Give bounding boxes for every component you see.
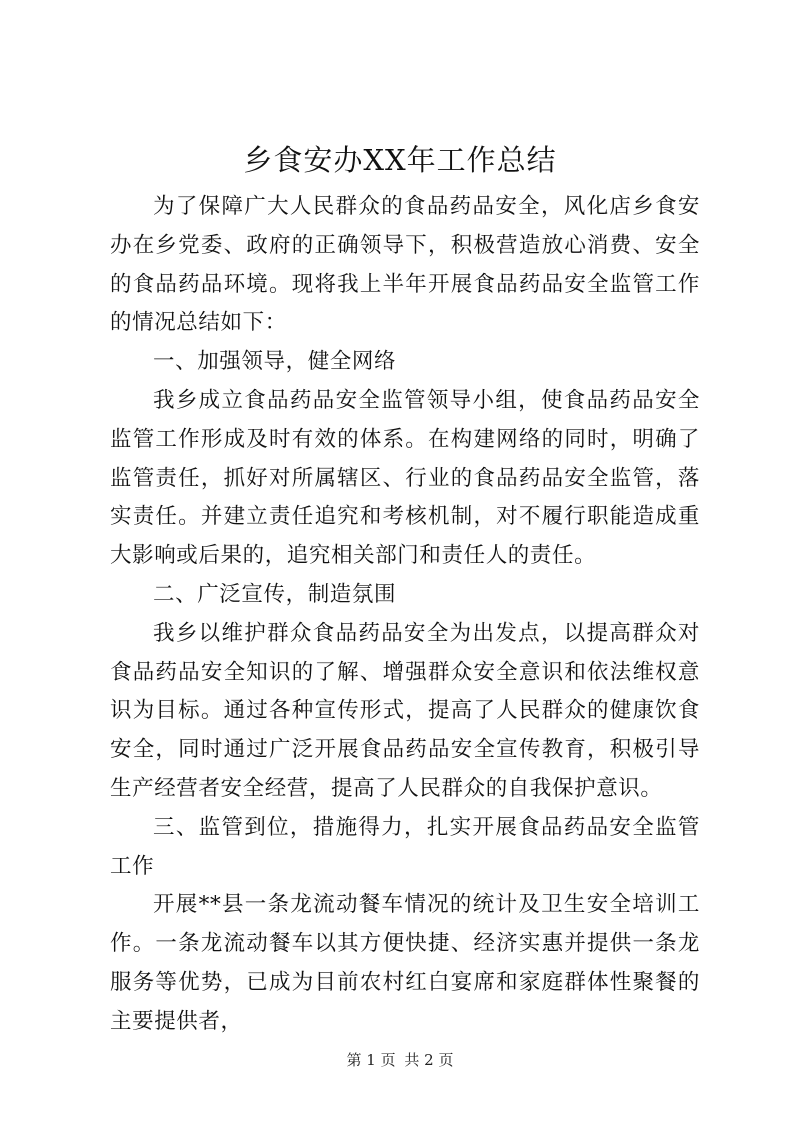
paragraph-section-1: 我乡成立食品药品安全监管领导小组，使食品药品安全监管工作形成及时有效的体系。在构建网络的同时，明确了监管责任，抓好对所属辖区、行业的食品药品安全监管，落实责任。并建立责任追究和考核机制，对不履行职能造成重大影响或后果的，追究相关部门和责任人的责任。 [110,387,700,569]
paragraph-section-3: 开展**县一条龙流动餐车情况的统计及卫生安全培训工作。一条龙流动餐车以其方便快捷、经济实惠并提供一条龙服务等优势，已成为目前农村红白宴席和家庭群体性聚餐的主要提供者， [110,892,700,1034]
section-heading-3: 三、监管到位，措施得力，扎实开展食品药品安全监管工作 [110,814,700,879]
document-body [110,188,700,1042]
page-total: 共 2 页 [404,1051,454,1069]
section-heading-2: 二、广泛宣传，制造氛围 [153,581,397,607]
paragraph-section-2: 我乡以维护群众食品药品安全为出发点，以提高群众对食品药品安全知识的了解、增强群众安全意识和依法维权意识为目标。通过各种宣传形式，提高了人民群众的健康饮食安全，同时通过广泛开展食品药品安全宣传教育，积极引导生产经营者安全经营，提高了人民群众的自我保护意识。 [110,620,700,801]
section-heading-1: 一、加强领导，健全网络 [153,349,397,375]
paragraph-intro: 为了保障广大人民群众的食品药品安全，风化店乡食安办在乡党委、政府的正确领导下，积极营造放心消费、安全的食品药品环境。现将我上半年开展食品药品安全监管工作的情况总结如下： [110,194,700,336]
document-title: 乡食安办XX年工作总结 [243,143,557,177]
page-number: 第 1 页 [346,1051,396,1069]
page-footer [0,1050,800,1070]
